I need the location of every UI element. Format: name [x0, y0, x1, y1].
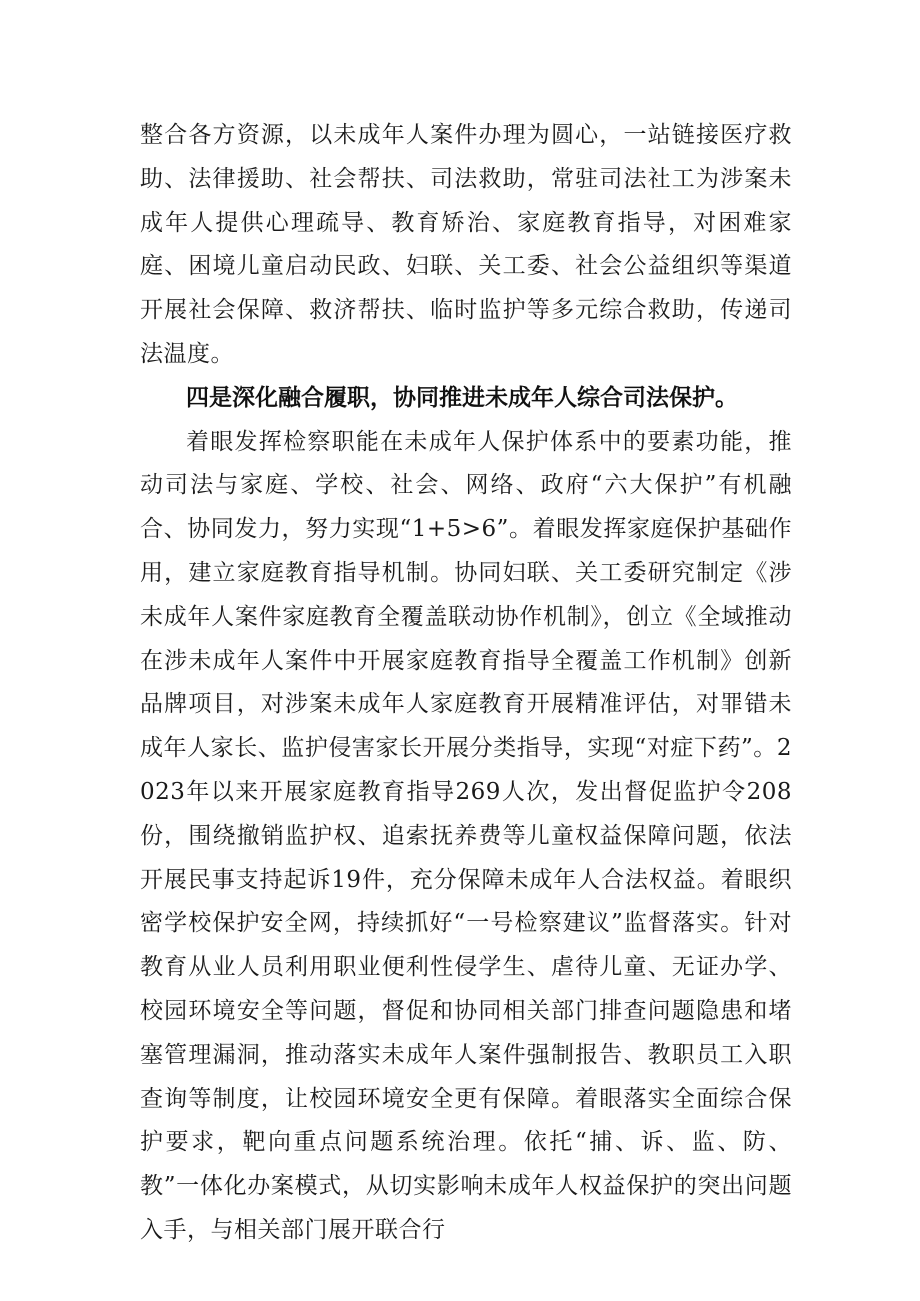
document-body: [140, 114, 792, 1253]
body-paragraph-continuation: 整合各方资源，以未成年人案件办理为圆心，一站链接医疗救助、法律援助、社会帮扶、司法救助，常驻司法社工为涉案未成年人提供心理疏导、教育矫治、家庭教育指导，对困难家庭、困境儿童启动民政、妇联、关工委、社会公益组织等渠道开展社会保障、救济帮扶、临时监护等多元综合救助，传递司法温度。: [140, 122, 792, 367]
section-heading-four: 四是深化融合履职，协同推进未成年人综合司法保护。: [186, 384, 738, 411]
body-paragraph-section-four: 着眼发挥检察职能在未成年人保护体系中的要素功能，推动司法与家庭、学校、社会、网络、政府“六大保护”有机融合、协同发力，努力实现“1+5>6”。着眼发挥家庭保护基础作用，建立家庭教育指导机制。协同妇联、关工委研究制定《涉未成年人案件家庭教育全覆盖联动协作机制》，创立《全域推动在涉未成年人案件中开展家庭教育指导全覆盖工作机制》创新品牌项目，对涉案未成年人家庭教育开展精准评估，对罪错未成年人家长、监护侵害家长开展分类指导，实现“对症下药”。2023年以来开展家庭教育指导269人次，发出督促监护令208份，围绕撤销监护权、追索抚养费等儿童权益保障问题，依法开展民事支持起诉19件，充分保障未成年人合法权益。着眼织密学校保护安全网，持续抓好“一号检察建议”监督落实。针对教育从业人员利用职业便利性侵学生、虐待儿童、无证办学、校园环境安全等问题，督促和协同相关部门排查问题隐患和堵塞管理漏洞，推动落实未成年人案件强制报告、教职员工入职查询等制度，让校园环境安全更有保障。着眼落实全面综合保护要求，靶向重点问题系统治理。依托“捕、诉、监、防、教”一体化办案模式，从切实影响未成年人权益保护的突出问题入手，与相关部门展开联合行: [140, 428, 792, 1243]
